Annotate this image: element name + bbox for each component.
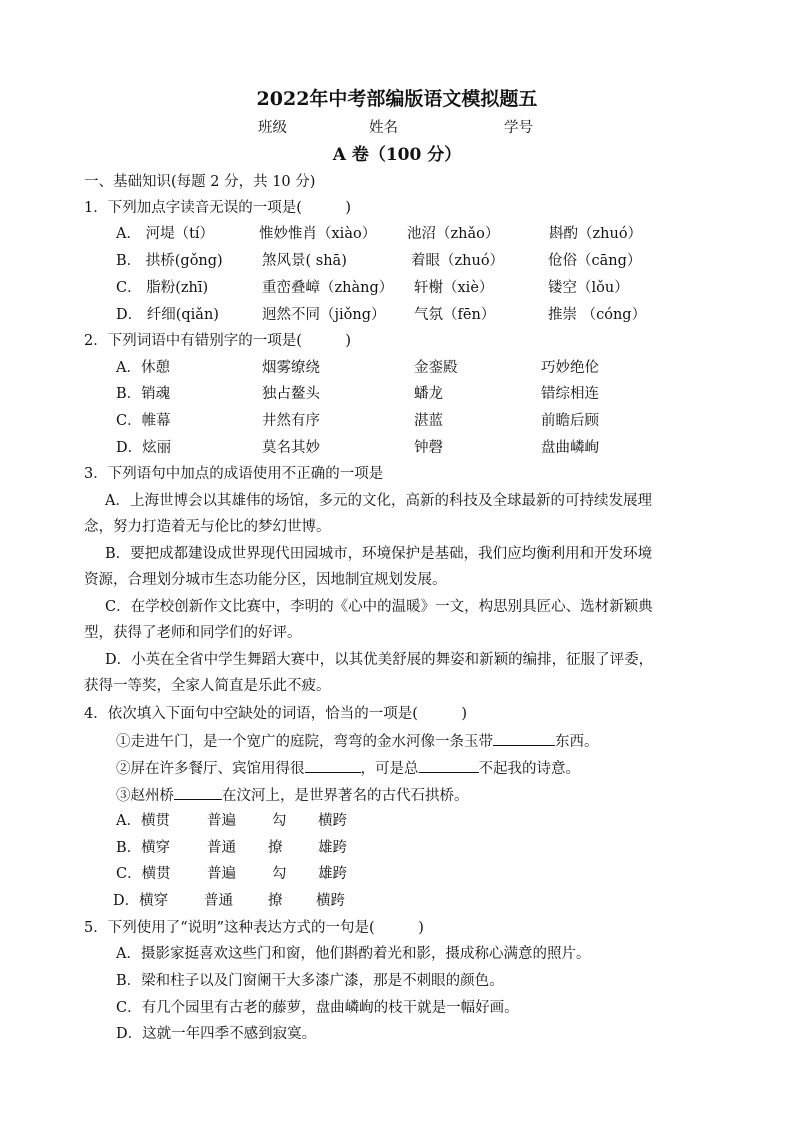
option-cell: D．横穿 [113,893,169,909]
fill-blank [419,758,479,773]
option-cell: 金銮殿 [414,360,458,376]
option-cell: D． 纤细(qiǎn) [116,307,219,323]
q4-sentence-2 [116,758,580,779]
option-cell: 着眼（zhuó） [411,253,505,269]
option-cell: 勾 [272,866,287,882]
fill-blank [305,758,361,773]
option-cell: 横跨 [318,813,347,829]
option-cell: C． 脂粉(zhī) [116,280,209,296]
option-cell: A．横贯 [116,813,170,829]
q2-stem: 2．下列词语中有错别字的一项是( ) [84,333,352,349]
q4-sentence-1 [116,731,599,752]
q5-option-c: C．有几个园里有古老的藤萝，盘曲嶙峋的枝干就是一幅好画。 [116,1000,519,1016]
option-cell: B．横穿 [116,840,171,856]
option-cell: D．炫丽 [116,440,172,456]
sentence-text: 不起我的诗意。 [478,761,580,777]
option-cell: 井然有序 [262,413,320,429]
option-cell: 前瞻后顾 [541,413,599,429]
option-cell: B．销魂 [116,386,171,402]
q3-option-d-line1: D．小英在全省中学生舞蹈大赛中，以其优美舒展的舞姿和新颖的编排，征服了评委， [105,652,654,668]
option-cell: 烟雾缭绕 [262,360,320,376]
option-cell: 巧妙绝伦 [541,360,599,376]
option-cell: 勾 [272,813,287,829]
sentence-text: ③赵州桥 [116,788,174,804]
option-cell: 盘曲嶙峋 [541,440,599,456]
option-cell: 气氛（fēn） [414,307,496,323]
q3-option-d-line2: 获得一等奖，全家人简直是乐此不疲。 [84,678,331,694]
class-label: 班级 [258,120,287,136]
option-cell: C．帷幕 [116,413,171,429]
option-cell: 惟妙惟肖（xiào） [259,226,377,242]
q3-option-c-line2: 型，获得了老师和同学们的好评。 [84,625,302,641]
option-cell: 推崇 （cóng） [548,307,647,323]
option-cell: 独占鳌头 [262,386,320,402]
q3-option-b-line1: B．要把成都建设成世界现代田园城市，环境保护是基础，我们应均衡利用和开发环境 [105,546,653,562]
option-cell: 普遍 [207,866,236,882]
sentence-text: 东西。 [555,734,599,750]
fill-blank [493,731,555,746]
option-cell: 错综相连 [541,386,599,402]
option-cell: 撩 [268,840,283,856]
option-cell: A．休憩 [116,360,170,376]
option-cell: 雄跨 [318,866,347,882]
option-cell: 迥然不同（jiǒng） [262,307,386,323]
option-cell: 横跨 [316,893,345,909]
option-cell: 轩榭（xiè） [414,280,494,296]
q5-option-b: B．梁和柱子以及门窗阑干大多漆广漆，那是不刺眼的颜色。 [116,973,504,989]
section-a-heading: A 卷（100 分） [332,145,462,165]
sentence-text: ②屏在许多餐厅、宾馆用得很 [116,761,305,777]
option-cell: 煞风景( shā) [262,253,347,269]
option-cell: 钟磬 [414,440,443,456]
sentence-text: ①走进午门，是一个宽广的庭院，弯弯的金水河像一条玉带 [116,734,493,750]
q5-option-a: A．摄影家挺喜欢这些门和窗，他们斟酌着光和影，摄成称心满意的照片。 [116,946,591,962]
option-cell: 重峦叠嶂（zhàng） [262,280,394,296]
q3-option-c-line1: C．在学校创新作文比赛中，李明的《心中的温暖》一文，构思别具匠心、选材新颖典 [105,599,653,615]
option-cell: 湛蓝 [414,413,443,429]
q3-option-a-line2: 念，努力打造着无与伦比的梦幻世博。 [84,519,331,535]
option-cell: 普通 [207,840,236,856]
q4-sentence-3 [116,785,469,806]
option-cell: 莫名其妙 [262,440,320,456]
part1-heading: 一、基础知识(每题 2 分，共 10 分) [84,174,316,190]
option-cell: 普遍 [207,813,236,829]
q5-option-d: D．这就一年四季不感到寂寞。 [116,1026,317,1042]
option-cell: C．横贯 [116,866,171,882]
fill-blank [174,785,222,800]
sentence-text: ，可是总 [360,761,419,777]
student-id-label: 学号 [504,120,533,136]
option-cell: A． 河堤（tí） [116,226,215,242]
q3-option-b-line2: 资源，合理划分城市生态功能分区，因地制宜规划发展。 [84,572,447,588]
page-title: 2022年中考部编版语文模拟题五 [256,88,538,110]
option-cell: 雄跨 [318,840,347,856]
option-cell: 池沼（zhǎo） [407,226,500,242]
q4-stem: 4．依次填入下面句中空缺处的词语，恰当的一项是( ) [84,706,468,722]
option-cell: B． 拱桥(gǒng) [116,253,223,269]
sentence-text: 在汶河上，是世界著名的古代石拱桥。 [222,788,469,804]
q3-option-a-line1: A．上海世博会以其雄伟的场馆，多元的文化，高新的科技及全球最新的可持续发展理 [105,493,652,509]
q3-stem: 3．下列语句中加点的成语使用不正确的一项是 [84,466,384,482]
option-cell: 撩 [268,893,283,909]
option-cell: 伧俗（cāng） [548,253,642,269]
q1-stem: 1．下列加点字读音无误的一项是( ) [84,200,352,216]
option-cell: 镂空（lǒu） [548,280,629,296]
option-cell: 斟酌（zhuó） [549,226,643,242]
option-cell: 普通 [204,893,233,909]
option-cell: 蟠龙 [414,386,443,402]
name-label: 姓名 [369,120,398,136]
q5-stem: 5．下列使用了“说明”这种表达方式的一句是( ) [84,920,424,936]
